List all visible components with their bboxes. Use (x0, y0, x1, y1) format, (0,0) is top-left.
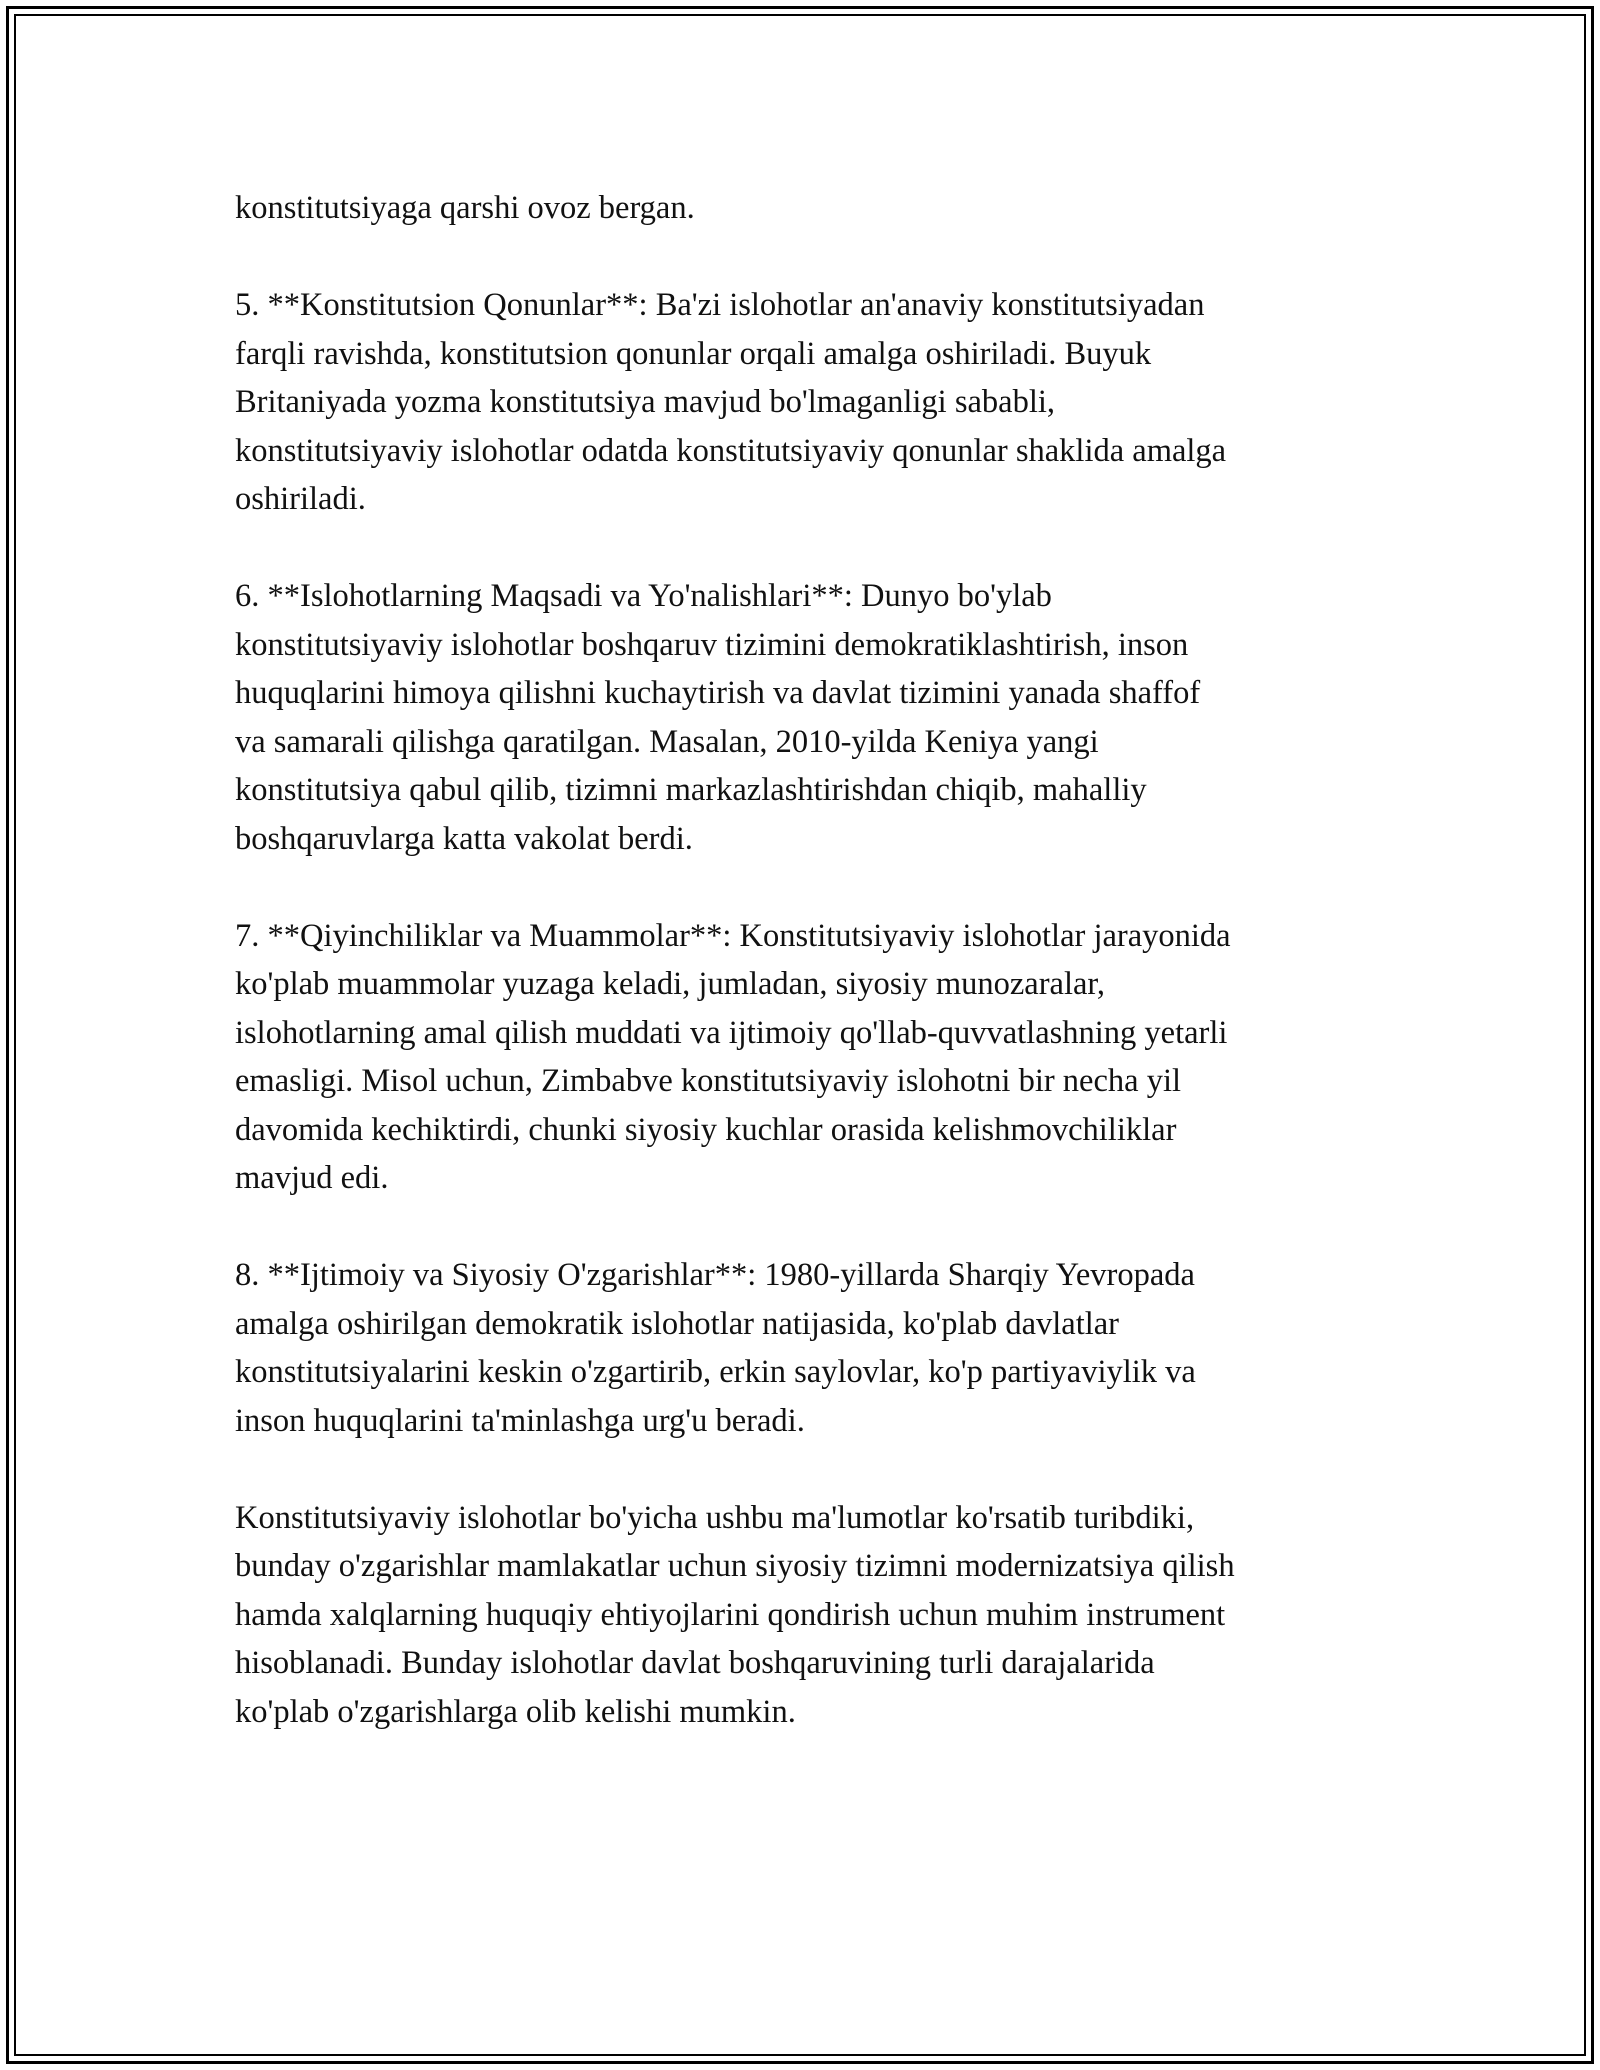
paragraph-conclusion: Konstitutsiyaviy islohotlar bo'yicha ushbu ma'lumotlar ko'rsatib turibdiki, bunday o'zgarishlar mamlakatlar uchun siyosiy tizimni modernizatsiya qilish hamda xalqlarning huquqiy ehtiyojlarini qondirish uchun muhim instrument hisoblanadi. Bunday islohotlar davlat boshqaruvining turli darajalarida ko'plab o'zgarishlarga olib kelishi mumkin. (235, 1499, 1235, 1730)
paragraph-continuation: konstitutsiyaga qarshi ovoz bergan. (235, 190, 695, 226)
paragraph-item-8: 8. **Ijtimoiy va Siyosiy O'zgarishlar**: 1980-yillarda Sharqiy Yevropada amalga oshirilgan demokratik islohotlar natijasida, ko'plab davlatlar konstitutsiyalarini keskin o'zgartirib, erkin saylovlar, ko'p partiyaviylik va inson huquqlarini ta'minlashga urg'u beradi. (235, 1257, 1196, 1439)
document-body (235, 184, 1385, 1736)
paragraph-item-5: 5. **Konstitutsion Qonunlar**: Ba'zi islohotlar an'anaviy konstitutsiyadan farqli ravishda, konstitutsion qonunlar orqali amalga oshiriladi. Buyuk Britaniyada yozma konstitutsiya mavjud bo'lmaganligi sababli, konstitutsiyaviy islohotlar odatda konstitutsiyaviy qonunlar shaklida amalga oshiriladi. (235, 287, 1227, 517)
paragraph-item-6: 6. **Islohotlarning Maqsadi va Yo'nalishlari**: Dunyo bo'ylab konstitutsiyaviy islohotlar boshqaruv tizimini demokratiklashtirish, inson huquqlarini himoya qilishni kuchaytirish va davlat tizimini yanada shaffof va samarali qilishga qaratilgan. Masalan, 2010-yilda Keniya yangi konstitutsiya qabul qilib, tizimni markazlashtirishdan chiqib, mahalliy boshqaruvlarga katta vakolat berdi. (235, 578, 1201, 857)
paragraph-item-7: 7. **Qiyinchiliklar va Muammolar**: Konstitutsiyaviy islohotlar jarayonida ko'plab muammolar yuzaga keladi, jumladan, siyosiy munozaralar, islohotlarning amal qilish muddati va ijtimoiy qo'llab-quvvatlashning yetarli emasligi. Misol uchun, Zimbabve konstitutsiyaviy islohotni bir necha yil davomida kechiktirdi, chunki siyosiy kuchlar orasida kelishmovchiliklar mavjud edi. (235, 917, 1231, 1196)
